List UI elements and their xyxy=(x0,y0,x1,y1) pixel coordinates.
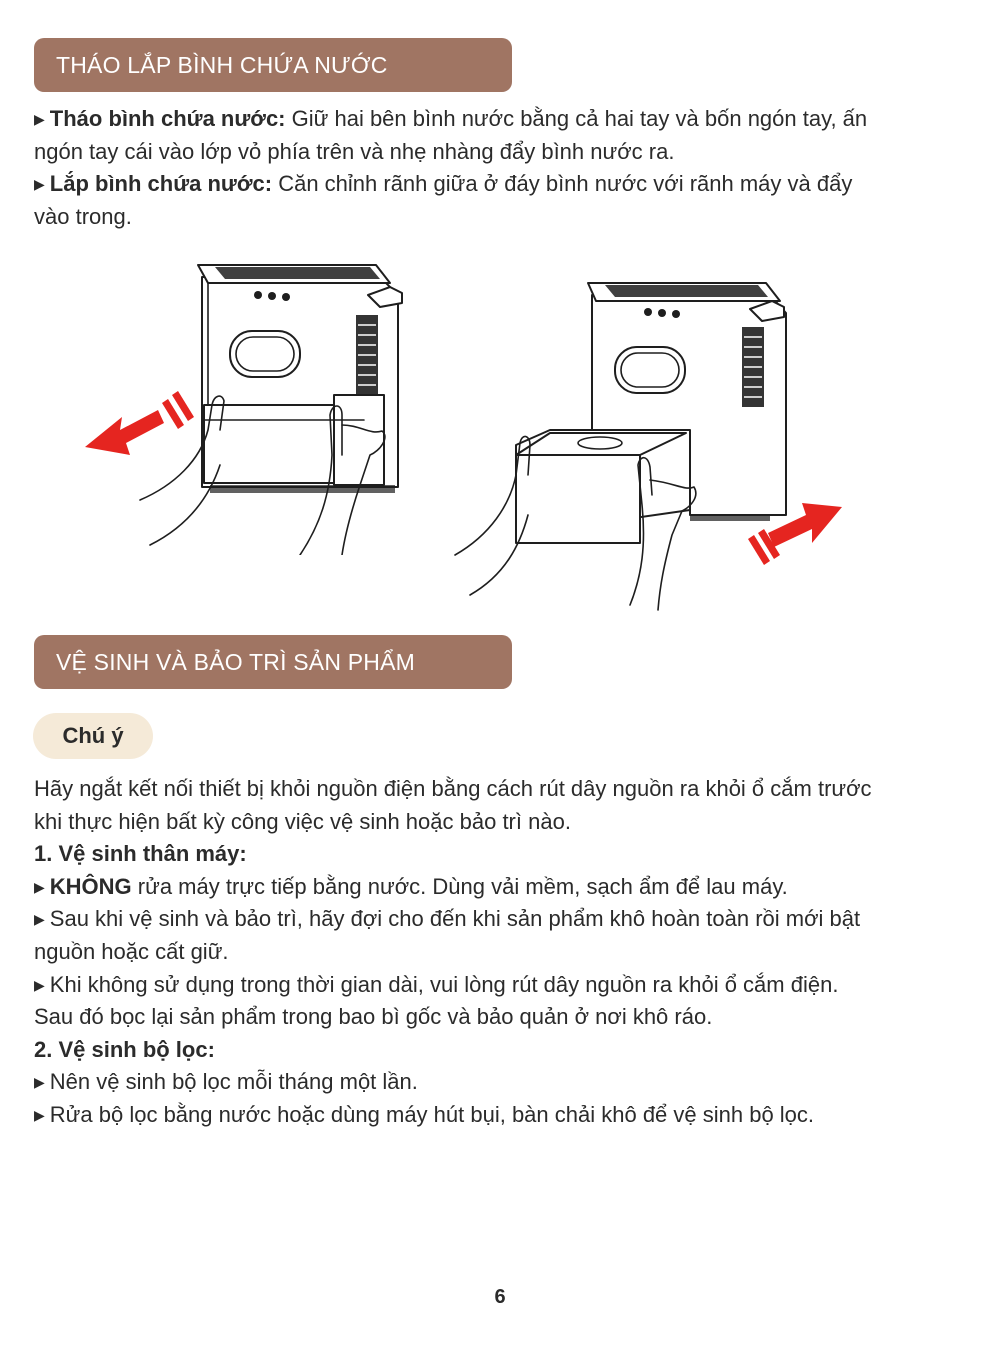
install-text-1: Căn chỉnh rãnh giữa ở đáy bình nước với rãnh máy và đẩy xyxy=(272,171,853,197)
body-clean-bullet-1-text: rửa máy trực tiếp bằng nước. Dùng vải mềm, sạch ẩm để lau máy. xyxy=(131,873,788,899)
install-line-2: vào trong. xyxy=(34,203,132,229)
body-clean-bullet-2-text: Sau khi vệ sinh và bảo trì, hãy đợi cho đến khi sản phẩm khô hoàn toàn rồi mới bật xyxy=(49,906,861,932)
remove-line-1 xyxy=(34,103,969,136)
body-clean-bullet-1 xyxy=(34,871,969,904)
filter-clean-heading-text: 2. Vệ sinh bộ lọc: xyxy=(34,1036,215,1062)
section-header-remove-tank: THÁO LẮP BÌNH CHỨA NƯỚC xyxy=(34,38,512,92)
bullet-triangle-icon: ▶ xyxy=(34,911,45,928)
bullet-triangle-icon: ▶ xyxy=(34,976,45,993)
bullet-triangle-icon: ▶ xyxy=(34,1106,45,1123)
body-clean-bullet-1-bold: KHÔNG xyxy=(49,873,132,899)
cleaning-instructions xyxy=(34,773,969,1132)
note-badge: Chú ý xyxy=(33,713,153,759)
note-line-1: Hãy ngắt kết nối thiết bị khỏi nguồn điện bằng cách rút dây nguồn ra khỏi ổ cắm trước xyxy=(34,776,872,801)
section-header-cleaning: VỆ SINH VÀ BẢO TRÌ SẢN PHẨM xyxy=(34,635,512,689)
page-number: 6 xyxy=(494,1286,506,1308)
remove-text-1: Giữ hai bên bình nước bằng cả hai tay và bốn ngón tay, ấn xyxy=(285,106,868,131)
bullet-triangle-icon: ▶ xyxy=(34,111,45,127)
bullet-triangle-icon: ▶ xyxy=(34,1074,45,1091)
body-clean-heading xyxy=(34,838,969,871)
install-line-1 xyxy=(34,168,969,201)
remove-tank-illustration xyxy=(80,255,420,555)
tank-instructions xyxy=(34,103,969,233)
install-tank-illustration xyxy=(450,265,870,615)
body-clean-bullet-2 xyxy=(34,903,969,936)
filter-clean-bullet-1 xyxy=(34,1066,969,1099)
bullet-triangle-icon: ▶ xyxy=(34,878,45,895)
install-label: Lắp bình chứa nước: xyxy=(49,171,273,197)
filter-clean-bullet-2-text: Rửa bộ lọc bằng nước hoặc dùng máy hút bụi, bàn chải khô để vệ sinh bộ lọc. xyxy=(49,1101,815,1127)
remove-line-2: ngón tay cái vào lớp vỏ phía trên và nhẹ nhàng đẩy bình nước ra. xyxy=(34,138,675,164)
filter-clean-heading xyxy=(34,1034,969,1067)
remove-label: Tháo bình chứa nước: xyxy=(49,106,286,131)
body-clean-heading-text: 1. Vệ sinh thân máy: xyxy=(34,841,247,867)
body-clean-bullet-3 xyxy=(34,969,969,1002)
bullet-triangle-icon: ▶ xyxy=(34,176,45,193)
note-line-2: khi thực hiện bất kỳ công việc vệ sinh hoặc bảo trì nào. xyxy=(34,808,571,834)
filter-clean-bullet-1-text: Nên vệ sinh bộ lọc mỗi tháng một lần. xyxy=(49,1069,418,1095)
body-clean-bullet-3-text: Khi không sử dụng trong thời gian dài, vui lòng rút dây nguồn ra khỏi ổ cắm điện. xyxy=(49,971,839,997)
body-clean-bullet-3-cont: Sau đó bọc lại sản phẩm trong bao bì gốc và bảo quản ở nơi khô ráo. xyxy=(34,1004,713,1030)
filter-clean-bullet-2 xyxy=(34,1099,969,1132)
body-clean-bullet-2-cont: nguồn hoặc cất giữ. xyxy=(34,938,229,964)
